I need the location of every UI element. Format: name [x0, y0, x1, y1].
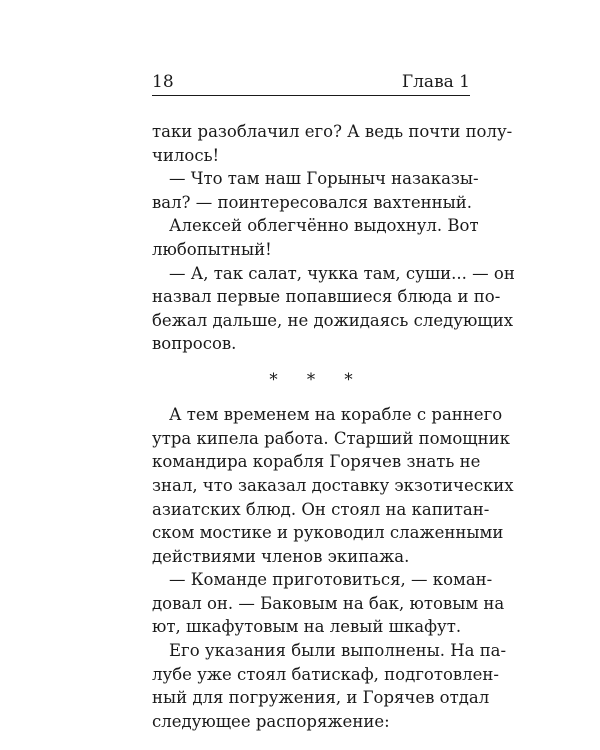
text-line: А тем временем на корабле с раннего [169, 405, 503, 425]
chapter-title: Глава 1 [401, 72, 470, 92]
text-line: любопытный! [152, 239, 272, 259]
text-line: ском мостике и руководил слаженными [152, 523, 504, 543]
text-line: чилось! [152, 145, 220, 165]
header-rule [152, 95, 470, 96]
text-line: — Команде приготовиться, — коман- [169, 570, 493, 590]
text-line: командира корабля Горячев знать не [152, 452, 481, 472]
text-line: вал? — поинтересовался вахтенный. [152, 192, 472, 212]
text-line: назвал первые попавшиеся блюда и по- [152, 287, 501, 307]
text-line: следующее распоряжение: [152, 711, 390, 731]
text-line: знал, что заказал доставку экзотических [152, 475, 514, 495]
text-line: довал он. — Баковым на бак, ютовым на [152, 593, 505, 613]
text-line: — А, так салат, чукка там, суши... — он [169, 263, 515, 283]
running-header [152, 72, 470, 96]
text-line: бежал дальше, не дожидаясь следующих [152, 310, 514, 330]
page-number: 18 [152, 72, 174, 92]
body-text [152, 120, 515, 733]
section-separator: * * * [269, 369, 365, 389]
text-line: ный для погружения, и Горячев отдал [152, 688, 490, 708]
text-line: вопросов. [152, 334, 237, 354]
text-line: Его указания были выполнены. На па- [169, 641, 507, 661]
text-line: Алексей облегчённо выдохнул. Вот [169, 216, 479, 236]
text-line: азиатских блюд. Он стоял на капитан- [152, 499, 490, 519]
text-line: — Что там наш Горыныч назаказы- [169, 169, 479, 189]
text-line: таки разоблачил его? А ведь почти полу- [152, 122, 513, 141]
text-line: лубе уже стоял батискаф, подготовлен- [152, 664, 499, 684]
text-line: действиями членов экипажа. [152, 546, 410, 566]
text-line: утра кипела работа. Старший помощник [152, 428, 510, 448]
text-line: ют, шкафутовым на левый шкафут. [152, 617, 462, 637]
